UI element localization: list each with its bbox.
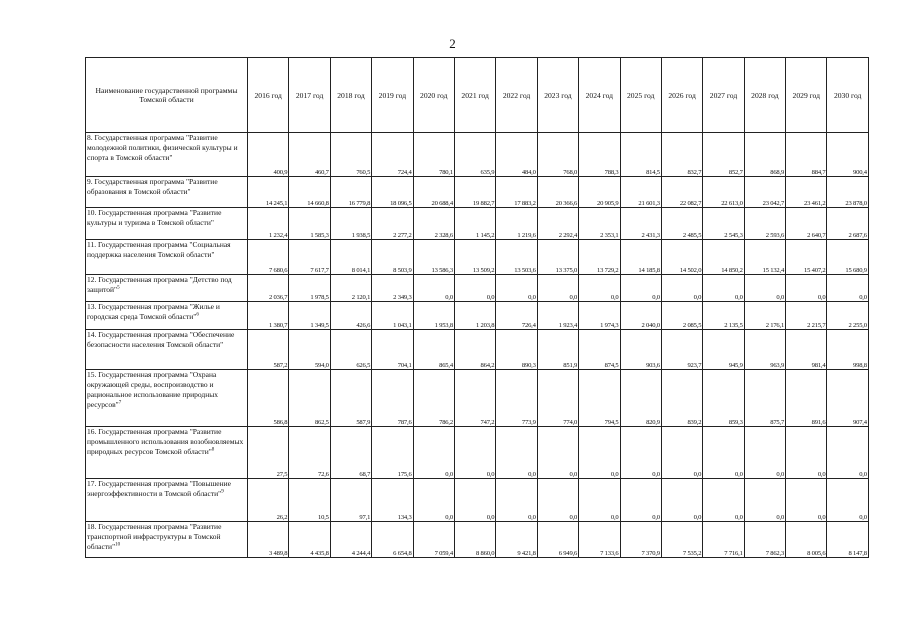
- value-cell: 907,4: [827, 370, 868, 427]
- program-name: 12. Государственная программа "Детство под защитой": [87, 275, 232, 294]
- value-cell: 864,2: [454, 330, 495, 370]
- value-cell: 626,5: [330, 330, 371, 370]
- value-cell: 586,8: [248, 370, 289, 427]
- value-cell: 1 953,8: [413, 302, 454, 330]
- value-cell: 820,9: [620, 370, 661, 427]
- value-cell: 1 978,5: [289, 275, 330, 302]
- value-cell: 0,0: [744, 275, 785, 302]
- value-cell: 68,7: [330, 427, 371, 479]
- value-cell: 1 043,1: [372, 302, 413, 330]
- value-cell: 8 014,1: [330, 240, 371, 275]
- year-header: 2027 год: [703, 58, 744, 133]
- value-cell: 2 036,7: [248, 275, 289, 302]
- value-cell: 7 862,3: [744, 522, 785, 558]
- value-cell: 1 974,3: [579, 302, 620, 330]
- program-name-header: Наименование государственной программы Томской области: [86, 58, 248, 133]
- footnote-mark: 9: [221, 489, 224, 495]
- value-cell: 134,3: [372, 479, 413, 522]
- value-cell: 780,1: [413, 133, 454, 177]
- value-cell: 0,0: [703, 275, 744, 302]
- footnote-mark: 7: [118, 400, 122, 406]
- value-cell: 747,2: [454, 370, 495, 427]
- value-cell: 19 882,7: [454, 177, 495, 208]
- program-budget-table: [85, 57, 869, 558]
- value-cell: 1 219,6: [496, 208, 537, 240]
- value-cell: 0,0: [703, 479, 744, 522]
- value-cell: 2 349,3: [372, 275, 413, 302]
- value-cell: 27,5: [248, 427, 289, 479]
- program-name-cell: [86, 177, 248, 208]
- value-cell: 874,5: [579, 330, 620, 370]
- footnote-mark: 10: [115, 542, 121, 548]
- value-cell: 14 185,8: [620, 240, 661, 275]
- value-cell: 865,4: [413, 330, 454, 370]
- value-cell: 0,0: [496, 479, 537, 522]
- value-cell: 0,0: [661, 427, 702, 479]
- table-row: [86, 522, 869, 558]
- value-cell: 4 435,8: [289, 522, 330, 558]
- value-cell: 2 593,6: [744, 208, 785, 240]
- value-cell: 7 680,6: [248, 240, 289, 275]
- program-name-cell: [86, 330, 248, 370]
- value-cell: 0,0: [661, 479, 702, 522]
- value-cell: 175,6: [372, 427, 413, 479]
- value-cell: 15 407,2: [786, 240, 827, 275]
- value-cell: 0,0: [537, 479, 578, 522]
- page-number: 2: [449, 36, 456, 51]
- value-cell: 0,0: [620, 275, 661, 302]
- footnote-mark: 5: [117, 285, 120, 291]
- table-body: [86, 133, 869, 558]
- value-cell: 774,0: [537, 370, 578, 427]
- value-cell: 0,0: [827, 275, 868, 302]
- program-name-cell: [86, 208, 248, 240]
- year-header: 2030 год: [827, 58, 868, 133]
- value-cell: 635,9: [454, 133, 495, 177]
- value-cell: 0,0: [786, 275, 827, 302]
- value-cell: 0,0: [579, 427, 620, 479]
- value-cell: 14 660,8: [289, 177, 330, 208]
- value-cell: 8 860,0: [454, 522, 495, 558]
- value-cell: 862,5: [289, 370, 330, 427]
- value-cell: 786,2: [413, 370, 454, 427]
- value-cell: 0,0: [703, 427, 744, 479]
- year-header: 2020 год: [413, 58, 454, 133]
- year-header: 2026 год: [661, 58, 702, 133]
- value-cell: 0,0: [744, 427, 785, 479]
- table-row: [86, 370, 869, 427]
- value-cell: 981,4: [786, 330, 827, 370]
- value-cell: 20 366,6: [537, 177, 578, 208]
- value-cell: 704,1: [372, 330, 413, 370]
- table-row: [86, 177, 869, 208]
- value-cell: 884,7: [786, 133, 827, 177]
- value-cell: 6 949,6: [537, 522, 578, 558]
- value-cell: 0,0: [786, 427, 827, 479]
- value-cell: 0,0: [454, 427, 495, 479]
- table-row: [86, 479, 869, 522]
- program-name-cell: [86, 370, 248, 427]
- value-cell: 839,2: [661, 370, 702, 427]
- value-cell: 8 503,9: [372, 240, 413, 275]
- value-cell: 587,9: [330, 370, 371, 427]
- program-name-cell: [86, 133, 248, 177]
- year-header: 2018 год: [330, 58, 371, 133]
- year-header: 2024 год: [579, 58, 620, 133]
- program-name-cell: [86, 427, 248, 479]
- year-header: 2021 год: [454, 58, 495, 133]
- value-cell: 7 617,7: [289, 240, 330, 275]
- value-cell: 400,9: [248, 133, 289, 177]
- value-cell: 0,0: [827, 479, 868, 522]
- value-cell: 0,0: [827, 427, 868, 479]
- value-cell: 20 905,9: [579, 177, 620, 208]
- table-row: [86, 427, 869, 479]
- value-cell: 8 147,8: [827, 522, 868, 558]
- value-cell: 0,0: [620, 427, 661, 479]
- table-header-row: [86, 58, 869, 133]
- value-cell: 891,6: [786, 370, 827, 427]
- value-cell: 3 489,8: [248, 522, 289, 558]
- value-cell: 17 883,2: [496, 177, 537, 208]
- program-name: 17. Государственная программа "Повышение энергоэффективности в Томской области": [87, 479, 231, 498]
- value-cell: 1 923,4: [537, 302, 578, 330]
- value-cell: 7 133,6: [579, 522, 620, 558]
- year-header: 2016 год: [248, 58, 289, 133]
- program-name: 13. Государственная программа "Жилье и городская среда Томской области": [87, 302, 220, 321]
- value-cell: 945,9: [703, 330, 744, 370]
- value-cell: 20 688,4: [413, 177, 454, 208]
- value-cell: 26,2: [248, 479, 289, 522]
- value-cell: 998,8: [827, 330, 868, 370]
- value-cell: 13 503,6: [496, 240, 537, 275]
- value-cell: 23 461,2: [786, 177, 827, 208]
- value-cell: 2 353,1: [579, 208, 620, 240]
- value-cell: 0,0: [496, 275, 537, 302]
- table-row: [86, 330, 869, 370]
- value-cell: 2 135,5: [703, 302, 744, 330]
- value-cell: 875,7: [744, 370, 785, 427]
- program-name: 11. Государственная программа "Социальная поддержка населения Томской области": [87, 240, 231, 259]
- value-cell: 0,0: [454, 275, 495, 302]
- value-cell: 2 687,6: [827, 208, 868, 240]
- value-cell: 15 680,9: [827, 240, 868, 275]
- value-cell: 10,5: [289, 479, 330, 522]
- footnote-mark: 6: [196, 312, 199, 318]
- value-cell: 0,0: [413, 479, 454, 522]
- value-cell: 1 349,5: [289, 302, 330, 330]
- value-cell: 23 878,0: [827, 177, 868, 208]
- value-cell: 794,5: [579, 370, 620, 427]
- value-cell: 0,0: [579, 275, 620, 302]
- value-cell: 0,0: [537, 275, 578, 302]
- value-cell: 6 654,8: [372, 522, 413, 558]
- value-cell: 2 431,3: [620, 208, 661, 240]
- value-cell: 13 729,2: [579, 240, 620, 275]
- value-cell: 760,5: [330, 133, 371, 177]
- value-cell: 72,6: [289, 427, 330, 479]
- value-cell: 890,3: [496, 330, 537, 370]
- value-cell: 852,7: [703, 133, 744, 177]
- value-cell: 900,4: [827, 133, 868, 177]
- value-cell: 21 601,3: [620, 177, 661, 208]
- value-cell: 9 421,8: [496, 522, 537, 558]
- program-name-cell: [86, 275, 248, 302]
- value-cell: 23 042,7: [744, 177, 785, 208]
- table-row: [86, 208, 869, 240]
- value-cell: 2 176,1: [744, 302, 785, 330]
- value-cell: 4 244,4: [330, 522, 371, 558]
- table-row: [86, 302, 869, 330]
- value-cell: 0,0: [413, 427, 454, 479]
- value-cell: 814,5: [620, 133, 661, 177]
- program-name: 18. Государственная программа "Развитие транспортной инфраструктуры в Томской области": [87, 522, 222, 551]
- value-cell: 0,0: [744, 479, 785, 522]
- value-cell: 484,0: [496, 133, 537, 177]
- value-cell: 0,0: [661, 275, 702, 302]
- value-cell: 724,4: [372, 133, 413, 177]
- footnote-mark: 8: [211, 447, 215, 453]
- value-cell: 13 509,2: [454, 240, 495, 275]
- value-cell: 2 640,7: [786, 208, 827, 240]
- value-cell: 0,0: [413, 275, 454, 302]
- value-cell: 14 850,2: [703, 240, 744, 275]
- value-cell: 2 255,0: [827, 302, 868, 330]
- program-name: 14. Государственная программа "Обеспечение безопасности населения Томской области": [87, 330, 235, 349]
- table-row: [86, 133, 869, 177]
- value-cell: 773,9: [496, 370, 537, 427]
- year-header: 2025 год: [620, 58, 661, 133]
- value-cell: 1 145,2: [454, 208, 495, 240]
- value-cell: 426,6: [330, 302, 371, 330]
- value-cell: 0,0: [786, 479, 827, 522]
- value-cell: 2 215,7: [786, 302, 827, 330]
- value-cell: 0,0: [620, 479, 661, 522]
- value-cell: 768,0: [537, 133, 578, 177]
- value-cell: 594,0: [289, 330, 330, 370]
- year-header: 2028 год: [744, 58, 785, 133]
- value-cell: 2 085,5: [661, 302, 702, 330]
- program-name: 10. Государственная программа "Развитие культуры и туризма в Томской области": [87, 208, 222, 227]
- value-cell: 1 380,7: [248, 302, 289, 330]
- value-cell: 22 613,0: [703, 177, 744, 208]
- table-row: [86, 275, 869, 302]
- table-row: [86, 240, 869, 275]
- value-cell: 2 277,2: [372, 208, 413, 240]
- program-name-cell: [86, 522, 248, 558]
- value-cell: 903,6: [620, 330, 661, 370]
- year-header: 2017 год: [289, 58, 330, 133]
- program-name: 8. Государственная программа "Развитие молодежной политики, физической культуры и спорта в Томской области": [87, 133, 238, 162]
- value-cell: 0,0: [537, 427, 578, 479]
- value-cell: 13 375,0: [537, 240, 578, 275]
- value-cell: 14 502,0: [661, 240, 702, 275]
- value-cell: 22 082,7: [661, 177, 702, 208]
- year-header: 2019 год: [372, 58, 413, 133]
- value-cell: 15 132,4: [744, 240, 785, 275]
- value-cell: 1 232,4: [248, 208, 289, 240]
- program-name: 15. Государственная программа "Охрана окружающей среды, воспроизводство и рациональное использование природных ресурсов": [87, 370, 219, 409]
- value-cell: 963,9: [744, 330, 785, 370]
- value-cell: 787,6: [372, 370, 413, 427]
- value-cell: 97,1: [330, 479, 371, 522]
- program-name-cell: [86, 479, 248, 522]
- value-cell: 2 545,3: [703, 208, 744, 240]
- value-cell: 7 059,4: [413, 522, 454, 558]
- program-name-cell: [86, 240, 248, 275]
- year-header: 2023 год: [537, 58, 578, 133]
- value-cell: 1 203,8: [454, 302, 495, 330]
- value-cell: 18 096,5: [372, 177, 413, 208]
- value-cell: 0,0: [579, 479, 620, 522]
- value-cell: 2 292,4: [537, 208, 578, 240]
- value-cell: 868,9: [744, 133, 785, 177]
- value-cell: 7 535,2: [661, 522, 702, 558]
- year-header: 2022 год: [496, 58, 537, 133]
- value-cell: 2 120,1: [330, 275, 371, 302]
- value-cell: 7 370,9: [620, 522, 661, 558]
- value-cell: 2 328,6: [413, 208, 454, 240]
- value-cell: 859,3: [703, 370, 744, 427]
- program-name-cell: [86, 302, 248, 330]
- value-cell: 13 586,3: [413, 240, 454, 275]
- value-cell: 8 005,6: [786, 522, 827, 558]
- value-cell: 587,2: [248, 330, 289, 370]
- value-cell: 832,7: [661, 133, 702, 177]
- program-name: 9. Государственная программа "Развитие образования в Томской области": [87, 177, 218, 196]
- value-cell: 851,9: [537, 330, 578, 370]
- value-cell: 726,4: [496, 302, 537, 330]
- value-cell: 2 040,0: [620, 302, 661, 330]
- year-header: 2029 год: [786, 58, 827, 133]
- value-cell: 0,0: [496, 427, 537, 479]
- value-cell: 16 779,8: [330, 177, 371, 208]
- value-cell: 2 485,5: [661, 208, 702, 240]
- value-cell: 1 938,5: [330, 208, 371, 240]
- program-name: 16. Государственная программа "Развитие промышленного использования возобновляемых природных ресурсов Томской области": [87, 427, 244, 456]
- value-cell: 1 585,3: [289, 208, 330, 240]
- value-cell: 0,0: [454, 479, 495, 522]
- value-cell: 7 716,1: [703, 522, 744, 558]
- value-cell: 923,7: [661, 330, 702, 370]
- value-cell: 460,7: [289, 133, 330, 177]
- value-cell: 14 245,1: [248, 177, 289, 208]
- value-cell: 788,3: [579, 133, 620, 177]
